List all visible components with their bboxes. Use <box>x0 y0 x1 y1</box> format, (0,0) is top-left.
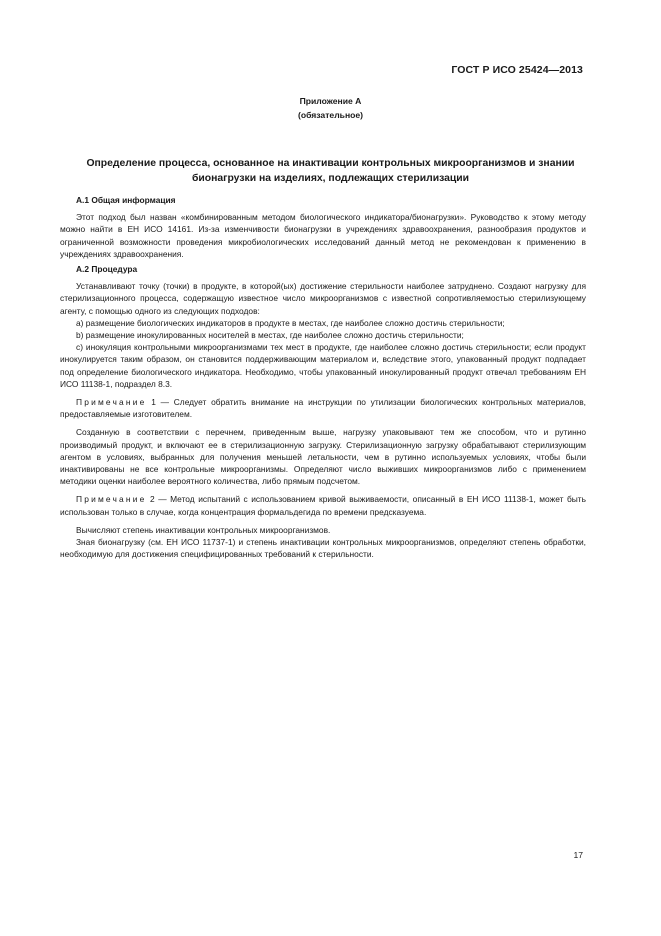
paragraph: Этот подход был назван «комбинированным методом биологического индикатора/бионагрузки». Руководство к этому методу можно найти в ЕН ИСО 14161. Из-за изменчивости бионагрузки в учреждениях здравоохранения, разнообразия продуктов и ограниченной возможности проведения микробиологических исследований данный метод не рекомендован к применению в учреждениях здравоохранения. <box>60 212 586 259</box>
document-body <box>60 194 586 560</box>
paragraph: Зная бионагрузку (см. ЕН ИСО 11737-1) и степень инактивации контрольных микроорганизмов, определяют степень обработки, необходимую для достижения специфицированных требований к стерильности. <box>60 537 586 560</box>
section-heading-a2: А.2 Процедура <box>76 264 138 275</box>
page-number: 17 <box>573 850 583 860</box>
list-item-a: a) размещение биологических индикаторов в продукте в местах, где наиболее сложно достичь стерильности; <box>76 317 505 328</box>
note-2 <box>60 493 586 517</box>
standard-number: ГОСТ Р ИСО 25424—2013 <box>451 64 583 76</box>
paragraph: Созданную в соответствии с перечнем, приведенным выше, нагрузку упаковывают тем же способом, что и рутинно производимый продукт, и включают ее в стерилизационную загрузку. Стерилизационную загрузку обрабатывают стерилизующим агентом в условиях, выбранных для получения меньшей летальности, чем в рутинно используемых условиях, чтобы были инактивированы не все контрольные микроорганизмы. Определяют число выживших микроорганизмов либо с применением методики оценки наиболее вероятного количества, либо прямым подсчетом. <box>60 427 586 487</box>
annex-header <box>0 94 661 122</box>
paragraph: Вычисляют степень инактивации контрольных микроорганизмов. <box>76 524 331 535</box>
annex-title: Определение процесса, основанное на инактивации контрольных микроорганизмов и знании бионагрузки на изделиях, подлежащих стерилизации <box>86 158 575 184</box>
section-heading-a1: А.1 Общая информация <box>76 195 176 205</box>
note-2-text: 2 — Метод испытаний с использованием кривой выживаемости, описанный в ЕН ИСО 11138-1, может быть использован только в случае, когда концентрация формальдегида по времени предсказуема. <box>60 494 586 517</box>
list-item-c: c) инокуляция контрольными микроорганизмами тех мест в продукте, где наиболее сложно достичь стерильности; если продукт инокулируется таким образом, он становится поддерживающим материалом и, вследствие этого, упакованный продукт подпадает под определение биологического индикатора. Необходимо, чтобы упакованный инокулированный продукт отвечал требованиям ЕН ИСО 11138-1, подраздел 8.3. <box>60 342 586 389</box>
list-item-b: b) размещение инокулированных носителей в местах, где наиболее сложно достичь стерильности; <box>76 330 464 341</box>
annex-label: Приложение А <box>299 96 362 106</box>
note-1-text: 1 — Следует обратить внимание на инструкции по утилизации биологических контрольных материалов, предоставляемые изготовителем. <box>60 397 586 420</box>
note-2-label: Примечание <box>76 494 147 505</box>
note-1 <box>60 396 586 420</box>
annex-status: (обязательное) <box>297 110 364 120</box>
paragraph: Устанавливают точку (точки) в продукте, в которой(ых) достижение стерильности наиболее затруднено. Создают нагрузку для стерилизационного процесса, содержащую известное число микроорганизмов с известной сопротивляемостью стерилизующему агенту, с помощью одного из следующих подходов: <box>60 281 586 316</box>
note-1-label: Примечание <box>76 397 147 408</box>
